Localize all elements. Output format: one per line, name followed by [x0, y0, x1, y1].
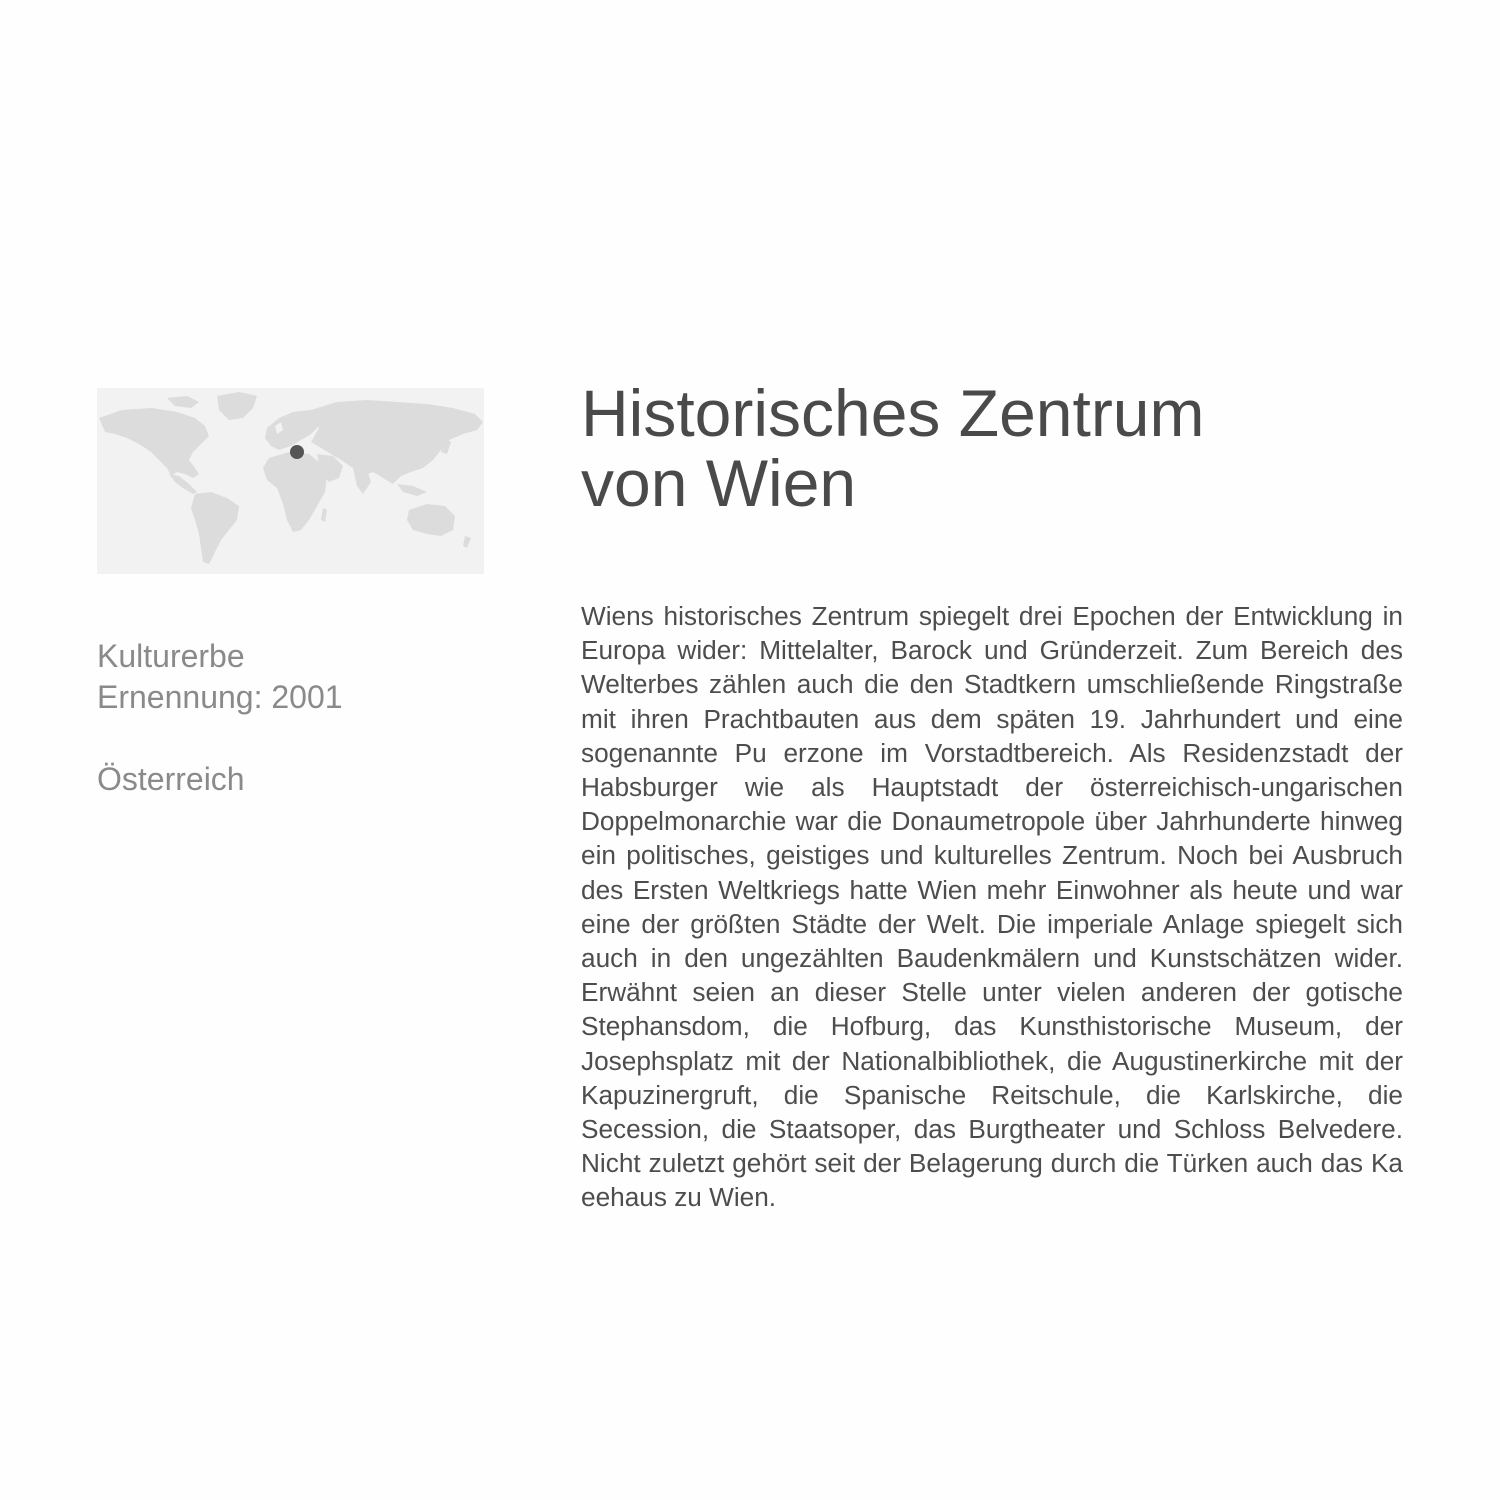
title-line-2: von Wien	[581, 446, 857, 520]
world-map	[97, 388, 484, 574]
title-line-1: Historisches Zentrum	[581, 376, 1205, 450]
site-meta	[97, 636, 497, 800]
world-map-icon	[97, 388, 484, 574]
location-marker-icon	[290, 445, 304, 459]
description-text: Wiens historisches Zentrum spiegelt drei Epochen der Entwicklung in Europa wider: Mittelalter, Barock und Gründerzeit. Zum Bereich des Welterbes zählen auch die den Stadtkern umschließende Ringstraße mit ihren Prachtbauten aus dem späten 19. Jahrhundert und eine sogenannte Pu erzone im Vorstadtbereich. Als Residenzstadt der Habsburger wie als Hauptstadt der österreichisch-ungarischen Doppelmonarchie war die Donaumetropole über Jahrhunderte hinweg ein politisches, geistiges und kulturelles Zentrum. Noch bei Ausbruch des Ersten Weltkriegs hatte Wien mehr Einwohner als heute und war eine der größten Städte der Welt. Die imperiale Anlage spiegelt sich auch in den ungezählten Baudenkmälern und Kunstschätzen wider. Erwähnt seien an dieser Stelle unter vielen anderen der gotische Stephansdom, die Hofburg, das Kunsthistorische Museum, der Josephsplatz mit der Nationalbibliothek, die Augustinerkirche mit der Kapuzinergruft, die Spanische Reitschule, die Karlskirche, die Secession, die Staatsoper, das Burgtheater und Schloss Belvedere. Nicht zuletzt gehört seit der Belagerung durch die Türken auch das Ka eehaus zu Wien.	[581, 601, 1403, 1213]
spacer	[97, 718, 497, 759]
heritage-category: Kulturerbe	[97, 638, 245, 674]
page-title	[581, 378, 1401, 518]
designation-year: Ernennung: 2001	[97, 679, 343, 715]
country: Österreich	[97, 761, 245, 797]
